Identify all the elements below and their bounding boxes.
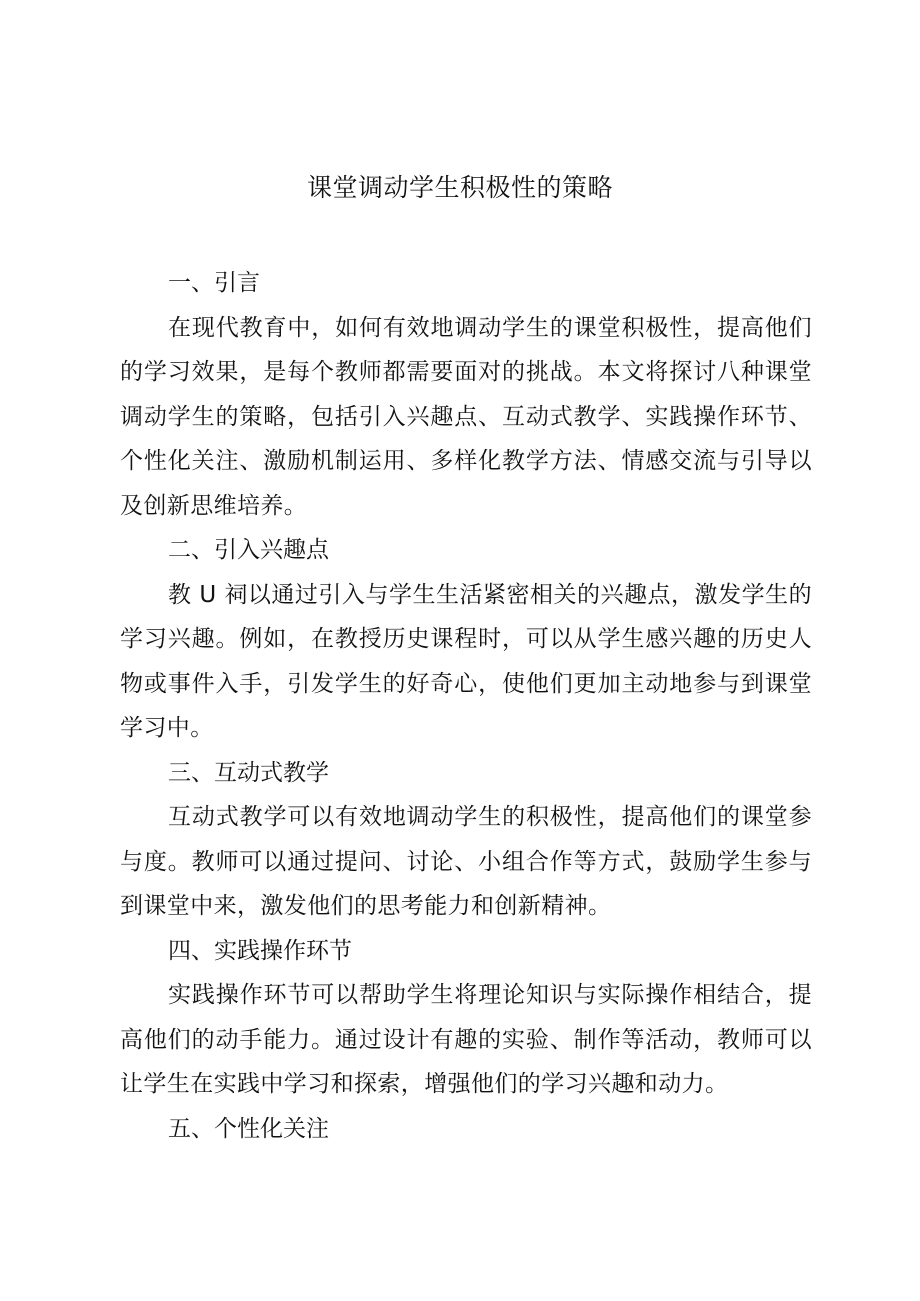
section-heading-interest: 二、引入兴趣点	[168, 537, 329, 563]
section-paragraph-interest: 教 U 祠以通过引入与学生生活紧密相关的兴趣点，激发学生的学习兴趣。例如，在教授历史课程时，可以从学生感兴趣的历史人物或事件入手，引发学生的好奇心，使他们更加主动地参与到课堂学习中。	[120, 581, 812, 741]
section-paragraph-practice: 实践操作环节可以帮助学生将理论知识与实际操作相结合，提高他们的动手能力。通过设计有趣的实验、制作等活动，教师可以让学生在实践中学习和探索，增强他们的学习兴趣和动力。	[120, 982, 812, 1097]
section-paragraph-intro: 在现代教育中，如何有效地调动学生的课堂积极性，提高他们的学习效果，是每个教师都需要面对的挑战。本文将探讨八种课堂调动学生的策略，包括引入兴趣点、互动式教学、实践操作环节、个性化关注、激励机制运用、多样化教学方法、情感交流与引导以及创新思维培养。	[120, 314, 812, 519]
section-heading-personalized: 五、个性化关注	[168, 1115, 329, 1142]
section-heading-practice: 四、实践操作环节	[168, 937, 352, 964]
section-heading-intro: 一、引言	[168, 270, 260, 296]
page-title: 课堂调动学生积极性的策略	[306, 173, 613, 202]
section-heading-interactive: 三、互动式教学	[168, 759, 329, 786]
section-paragraph-interactive: 互动式教学可以有效地调动学生的积极性，提高他们的课堂参与度。教师可以通过提问、讨论、小组合作等方式，鼓励学生参与到课堂中来，激发他们的思考能力和创新精神。	[120, 804, 812, 919]
document-body	[120, 261, 812, 1151]
